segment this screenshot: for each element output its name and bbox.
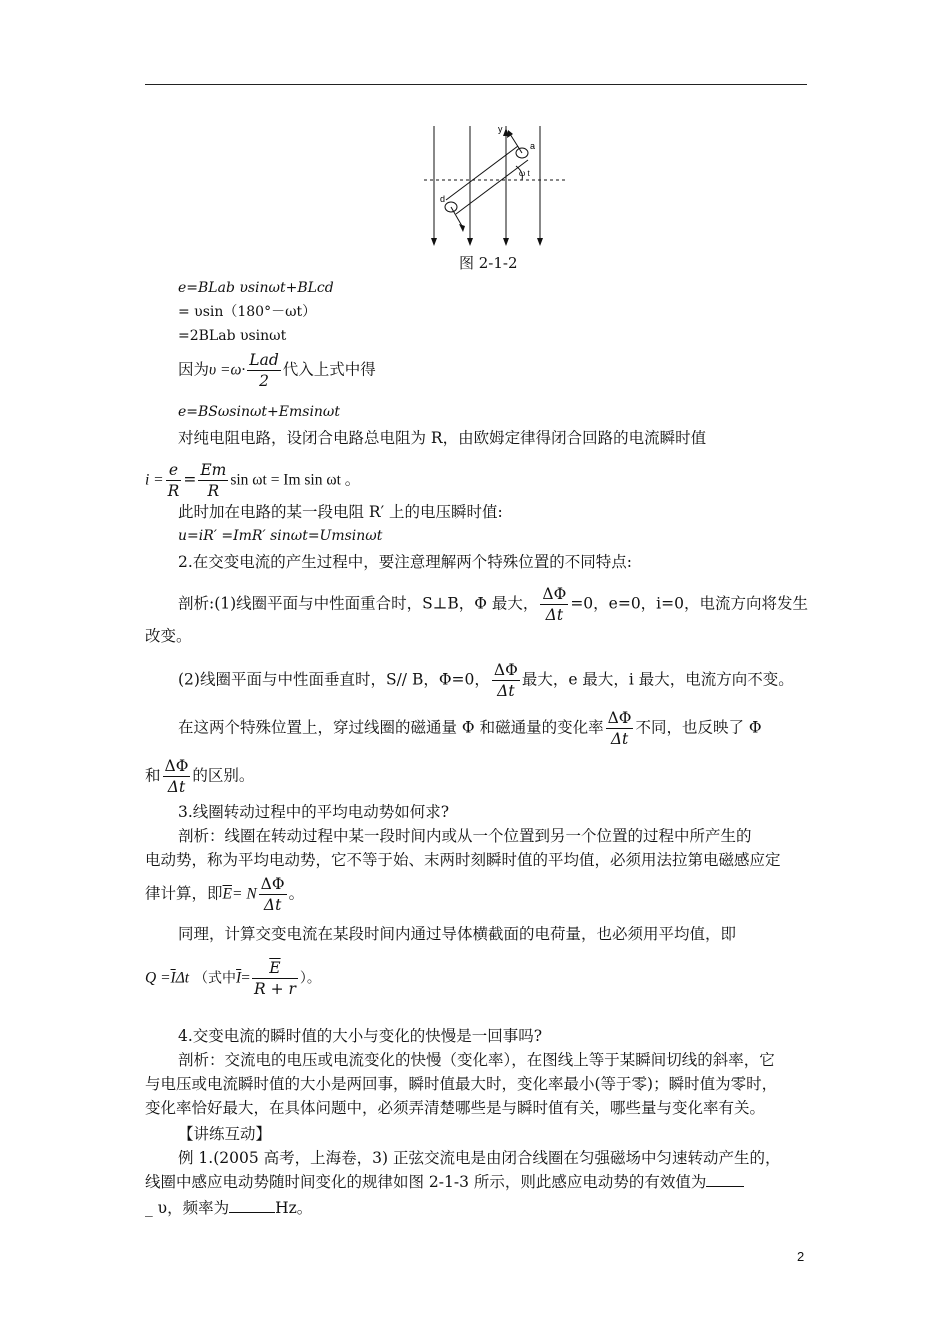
eq-line-1: e=BLab υsinωt+BLcd	[178, 280, 334, 296]
example-1-line-3: _ υ，频率为 Hz。	[145, 1199, 313, 1217]
s4-analysis-3: 变化率恰好最大，在具体问题中，必须弄清楚哪些是与瞬时值有关，哪些量与变化率有关。	[145, 1099, 766, 1117]
s2-analysis-3: 在这两个特殊位置上，穿过线圈的磁通量 Φ 和磁通量的变化率 $\frac{\Delta\Phi}{\Delta t}$ 不同，也反映了 Φ	[178, 709, 762, 748]
header-rule	[145, 84, 807, 85]
s2-analysis-2: (2)线圈平面与中性面垂直时，S// B，Φ=0， $\frac{\Delta\Phi}{\Delta t}$ 最大，e 最大，i 最大，电流方向不变。	[178, 661, 794, 700]
eq-charge: $Q =\overline{I}\Delta t$ （式中$\overline{I}=$ $\frac{\overline{E}}{R + r}$ ）。	[145, 959, 321, 998]
eq-line-4	[178, 350, 807, 391]
eq-line-2: = υsin（180°－ωt）	[178, 304, 317, 320]
eq4-suffix: 代入上式中得	[282, 360, 376, 379]
eq4-fraction: $\frac{\text{Lad}}{2}$	[249, 351, 279, 390]
eq-line-3: =2BLab υsinωt	[178, 328, 287, 344]
eq-line-5: e=BSωsinωt+Emsinωt	[178, 404, 340, 420]
fig-label-a: a	[530, 141, 536, 151]
fig-label-y: y	[498, 124, 503, 134]
fig-label-wt: ω t	[519, 169, 530, 178]
practice-heading: 【讲练互动】	[178, 1125, 272, 1143]
s3-analysis-4: 同理，计算交变电流在某段时间内通过导体横截面的电荷量，也必须用平均值，即	[178, 925, 737, 943]
frac-e-R: $\frac{e}{R}$	[167, 461, 180, 500]
answer-blank-2[interactable]	[229, 1198, 275, 1213]
s2-analysis-1: 剖析:(1)线圈平面与中性面重合时，S⊥B，Φ 最大， $\frac{\Delta\Phi}{\Delta t}$ =0，e=0，i=0，电流方向将发生	[178, 585, 808, 624]
frac-dphi-dt: $\frac{\Delta\Phi}{\Delta t}$	[260, 875, 285, 914]
eq-voltage: u=iR′ =ImR′ sinωt=Umsinωt	[178, 528, 383, 544]
s4-analysis-1: 剖析：交流电的电压或电流变化的快慢（变化率），在图线上等于某瞬间切线的斜率，它	[178, 1051, 775, 1069]
eq-current: i = $\frac{e}{R}$ = $\frac{Em}{R}$ sin ωt = Im sin ωt 。	[145, 461, 361, 500]
s2-analysis-1-cont: 改变。	[145, 627, 192, 645]
para-ohm: 对纯电阻电路，设闭合电路总电阻为 R，由欧姆定律得闭合回路的电流瞬时值	[178, 429, 707, 447]
coil-in-field-figure	[420, 122, 570, 252]
figure-caption: 图 2-1-2	[459, 254, 518, 272]
frac-dphi-dt: $\frac{\Delta\Phi}{\Delta t}$	[493, 661, 518, 700]
s4-analysis-2: 与电压或电流瞬时值的大小是两回事，瞬时值最大时，变化率最小(等于零)；瞬时值为零时，	[145, 1075, 778, 1093]
section-3-title: 3.线圈转动过程中的平均电动势如何求?	[178, 803, 450, 821]
s3-analysis-1: 剖析：线圈在转动过程中某一段时间内或从一个位置到另一个位置的过程中所产生的	[178, 827, 752, 845]
s2-analysis-4: 和 $\frac{\Delta\Phi}{\Delta t}$ 的区别。	[145, 757, 255, 796]
example-1-line-2: 线圈中感应电动势随时间变化的规律如图 2-1-3 所示，则此感应电动势的有效值为	[145, 1170, 807, 1194]
example-1-line-1: 例 1.(2005 高考，上海卷，3) 正弦交流电是由闭合线圈在匀强磁场中匀速转动产生的，	[178, 1149, 781, 1167]
section-2-title: 2.在交变电流的产生过程中，要注意理解两个特殊位置的不同特点:	[178, 553, 633, 571]
frac-E-Rr: $\frac{\overline{E}}{R + r}$	[253, 959, 296, 998]
answer-blank-1[interactable]	[706, 1172, 744, 1187]
page-number: 2	[797, 1249, 805, 1264]
eq4-prefix: 因为	[178, 360, 210, 379]
para-voltage: 此时加在电路的某一段电阻 R′ 上的电压瞬时值:	[178, 503, 503, 521]
eq4-mid: υ =ω·	[209, 361, 246, 379]
fig-label-d: d	[440, 194, 446, 204]
frac-Em-R: $\frac{Em}{R}$	[200, 461, 227, 500]
s3-analysis-2: 电动势，称为平均电动势，它不等于始、末两时刻瞬时值的平均值，必须用法拉第电磁感应定	[145, 851, 781, 869]
section-4-title: 4.交变电流的瞬时值的大小与变化的快慢是一回事吗?	[178, 1027, 543, 1045]
frac-dphi-dt: $\frac{\Delta\Phi}{\Delta t}$	[164, 757, 189, 796]
frac-dphi-dt: $\frac{\Delta\Phi}{\Delta t}$	[542, 585, 567, 624]
frac-dphi-dt: $\frac{\Delta\Phi}{\Delta t}$	[607, 709, 632, 748]
s3-analysis-3: 律计算，即$\overline{E}= N$ $\frac{\Delta\Phi}{\Delta t}$ 。	[145, 875, 305, 914]
